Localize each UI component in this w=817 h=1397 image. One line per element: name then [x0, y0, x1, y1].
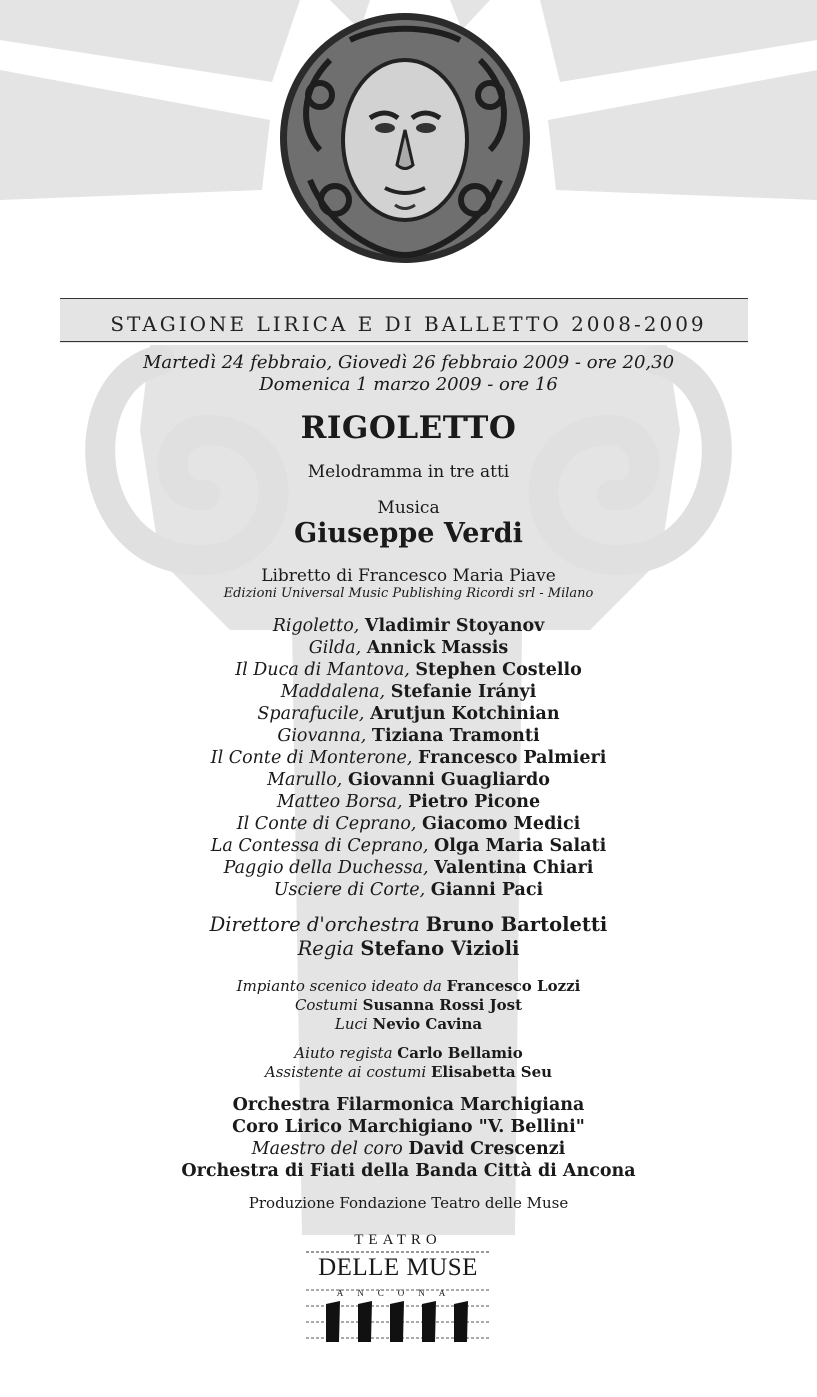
cast-line	[0, 638, 817, 658]
crew-role: Assistente ai costumi	[264, 1063, 427, 1081]
director-line	[0, 937, 817, 960]
cast-role: Il Conte di Monterone,	[210, 748, 413, 768]
cast-line	[0, 792, 817, 812]
cast-name: Gianni Paci	[430, 880, 544, 900]
orchestra-name: Orchestra Filarmonica Marchigiana	[232, 1095, 585, 1115]
conductor-line	[0, 913, 817, 936]
crew-line	[0, 1015, 817, 1033]
cast-line	[0, 836, 817, 856]
crew-role: Costumi	[294, 996, 358, 1014]
cast-line	[0, 880, 817, 900]
cast-line	[0, 616, 817, 636]
top-rule	[60, 298, 748, 299]
logo-city-text: ANCONA	[336, 1288, 460, 1298]
logo-columns-icon	[306, 1288, 490, 1344]
cast-line	[0, 814, 817, 834]
opera-subtitle: Melodramma in tre atti	[307, 462, 510, 482]
season-title: STAGIONE LIRICA E DI BALLETTO 2008-2009	[110, 312, 707, 336]
cast-line	[0, 770, 817, 790]
teatro-delle-muse-logo	[306, 1232, 490, 1344]
production-credit: Produzione Fondazione Teatro delle Muse	[248, 1194, 569, 1212]
cast-name: Annick Massis	[366, 638, 509, 658]
cast-name: Tiziana Tramonti	[371, 726, 540, 746]
cast-name: Giovanni Guagliardo	[347, 770, 550, 790]
opera-title: RIGOLETTO	[300, 410, 517, 446]
cast-name: Olga Maria Salati	[433, 836, 607, 856]
cast-name: Arutjun Kotchinian	[370, 704, 560, 724]
crew-role: Aiuto regista	[294, 1044, 393, 1062]
cast-role: Gilda,	[308, 638, 362, 658]
cast-role: Sparafucile,	[257, 704, 365, 724]
cast-name: Giacomo Medici	[422, 814, 581, 834]
crew-role: Impianto scenico ideato da	[236, 977, 442, 995]
cast-role: Giovanna,	[277, 726, 367, 746]
cast-name: Vladimir Stoyanov	[364, 616, 545, 636]
crew-name: Nevio Cavina	[372, 1015, 483, 1033]
conductor-role: Direttore d'orchestra	[209, 913, 420, 936]
cast-role: Maddalena,	[280, 682, 386, 702]
cast-name: Valentina Chiari	[434, 858, 594, 878]
cast-line	[0, 748, 817, 768]
cast-role: Paggio della Duchessa,	[223, 858, 429, 878]
logo-top-text: TEATRO	[354, 1232, 442, 1248]
cast-line	[0, 704, 817, 724]
director-role: Regia	[297, 937, 355, 960]
cast-role: Marullo,	[267, 770, 343, 790]
crew-line	[0, 1044, 817, 1062]
cast-name: Stefanie Irányi	[390, 682, 537, 702]
cast-role: Matteo Borsa,	[276, 792, 403, 812]
cast-line	[0, 682, 817, 702]
cast-role: Usciere di Corte,	[273, 880, 426, 900]
cast-role: La Contessa di Ceprano,	[210, 836, 429, 856]
cast-role: Il Duca di Mantova,	[235, 660, 410, 680]
choir-master-line	[0, 1139, 817, 1159]
crew-name: Elisabetta Seu	[430, 1063, 553, 1081]
cast-line	[0, 726, 817, 746]
libretto-credit: Libretto di Francesco Maria Piave	[261, 566, 556, 586]
choir-master-role: Maestro del coro	[251, 1139, 403, 1159]
cast-line	[0, 858, 817, 878]
crew-name: Carlo Bellamio	[397, 1044, 523, 1062]
bottom-rule	[60, 341, 748, 342]
cast-name: Francesco Palmieri	[418, 748, 607, 768]
cast-name: Stephen Costello	[415, 660, 582, 680]
conductor-name: Bruno Bartoletti	[425, 913, 608, 936]
director-name: Stefano Vizioli	[360, 937, 520, 960]
music-label: Musica	[377, 498, 440, 518]
choir-master-name: David Crescenzi	[408, 1139, 566, 1159]
crew-role: Luci	[334, 1015, 368, 1033]
choir-name: Coro Lirico Marchigiano "V. Bellini"	[232, 1117, 585, 1137]
crew-line	[0, 1063, 817, 1081]
publisher-credit: Edizioni Universal Music Publishing Ricordi srl - Milano	[223, 586, 594, 601]
dates-line-2: Domenica 1 marzo 2009 - ore 16	[259, 374, 558, 395]
cast-role: Rigoletto,	[272, 616, 360, 636]
crew-line	[0, 996, 817, 1014]
cast-name: Pietro Picone	[408, 792, 541, 812]
dates-line-1: Martedì 24 febbraio, Giovedì 26 febbraio 2009 - ore 20,30	[142, 352, 675, 373]
crew-line	[0, 977, 817, 995]
crew-name: Francesco Lozzi	[446, 977, 581, 995]
band-name: Orchestra di Fiati della Banda Città di Ancona	[181, 1161, 636, 1181]
cast-role: Il Conte di Ceprano,	[236, 814, 417, 834]
logo-main-text: DELLE MUSE	[318, 1254, 478, 1281]
cast-line	[0, 660, 817, 680]
composer-name: Giuseppe Verdi	[294, 518, 523, 549]
crew-name: Susanna Rossi Jost	[362, 996, 523, 1014]
